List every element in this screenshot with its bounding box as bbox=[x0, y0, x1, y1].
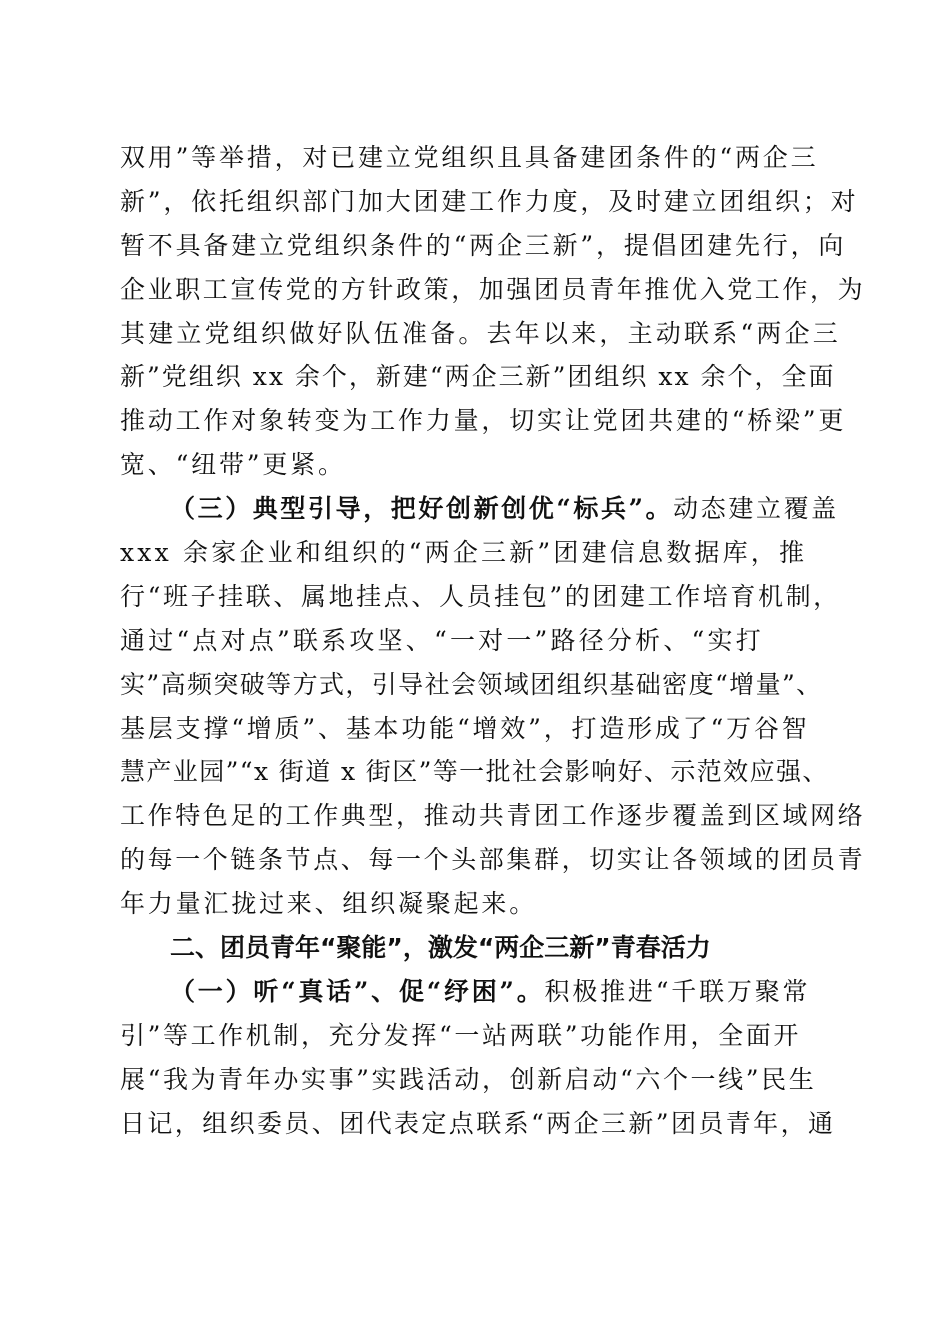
paragraph-line: 日记，组织委员、团代表定点联系“两企三新”团员青年，通 bbox=[120, 1108, 836, 1138]
section-3-first-line bbox=[120, 487, 839, 531]
section-2-1-first-text: 积极推进“千联万聚常 bbox=[544, 976, 811, 1006]
paragraph-line: 新”党组织 xx 余个，新建“两企三新”团组织 xx 余个，全面 bbox=[120, 362, 836, 392]
paragraph-line: 双用”等举措，对已建立党组织且具备建团条件的“两企三 bbox=[120, 143, 819, 172]
paragraph-line: 的每一个链条节点、每一个头部集群，切实让各领域的团员青 bbox=[120, 845, 866, 875]
paragraph-line: 展“我为青年办实事”实践活动，创新启动“六个一线”民生 bbox=[120, 1064, 817, 1094]
paragraph-line: 行“班子挂联、属地挂点、人员挂包”的团建工作培育机制， bbox=[120, 581, 841, 611]
paragraph-line: 引”等工作机制，充分发挥“一站两联”功能作用，全面开 bbox=[120, 1020, 801, 1050]
section-2-1-lead: （一）听“真话”、促“纾困”。 bbox=[170, 976, 545, 1006]
paragraph-line: 慧产业园”“x 街道 x 街区”等一批社会影响好、示范效应强、 bbox=[120, 757, 829, 787]
document-body bbox=[120, 136, 866, 1145]
paragraph-line: 暂不具备建立党组织条件的“两企三新”，提倡团建先行，向 bbox=[120, 230, 847, 260]
paragraph-line: 新”，依托组织部门加大团建工作力度，及时建立团组织；对 bbox=[120, 186, 859, 216]
paragraph-line: xxx 余家企业和组织的“两企三新”团建信息数据库，推 bbox=[120, 538, 808, 568]
paragraph-line: 年力量汇拢过来、组织凝聚起来。 bbox=[120, 889, 538, 919]
section-2-1-first-line bbox=[120, 970, 830, 1014]
paragraph-line: 推动工作对象转变为工作力量，切实让党团共建的“桥梁”更 bbox=[120, 406, 847, 436]
section-heading-2: 二、团员青年“聚能”，激发“两企三新”青春活力 bbox=[170, 933, 711, 963]
section-3-first-text: 动态建立覆盖 bbox=[673, 494, 839, 524]
section-3-lead: （三）典型引导，把好创新创优“标兵”。 bbox=[170, 494, 674, 524]
paragraph-line: 基层支撑“增质”、基本功能“增效”，打造形成了“万谷智 bbox=[120, 713, 810, 743]
paragraph-line: 通过“点对点”联系攻坚、“一对一”路径分析、“实打 bbox=[120, 625, 764, 655]
paragraph-line: 企业职工宣传党的方针政策，加强团员青年推优入党工作，为 bbox=[120, 274, 866, 304]
paragraph-line: 宽、“纽带”更紧。 bbox=[120, 450, 346, 480]
paragraph-line: 工作特色足的工作典型，推动共青团工作逐步覆盖到区域网络 bbox=[120, 801, 866, 831]
paragraph-line: 实”高频突破等方式，引导社会领域团组织基础密度“增量”、 bbox=[120, 669, 823, 699]
paragraph-line: 其建立党组织做好队伍准备。去年以来，主动联系“两企三 bbox=[120, 318, 841, 348]
